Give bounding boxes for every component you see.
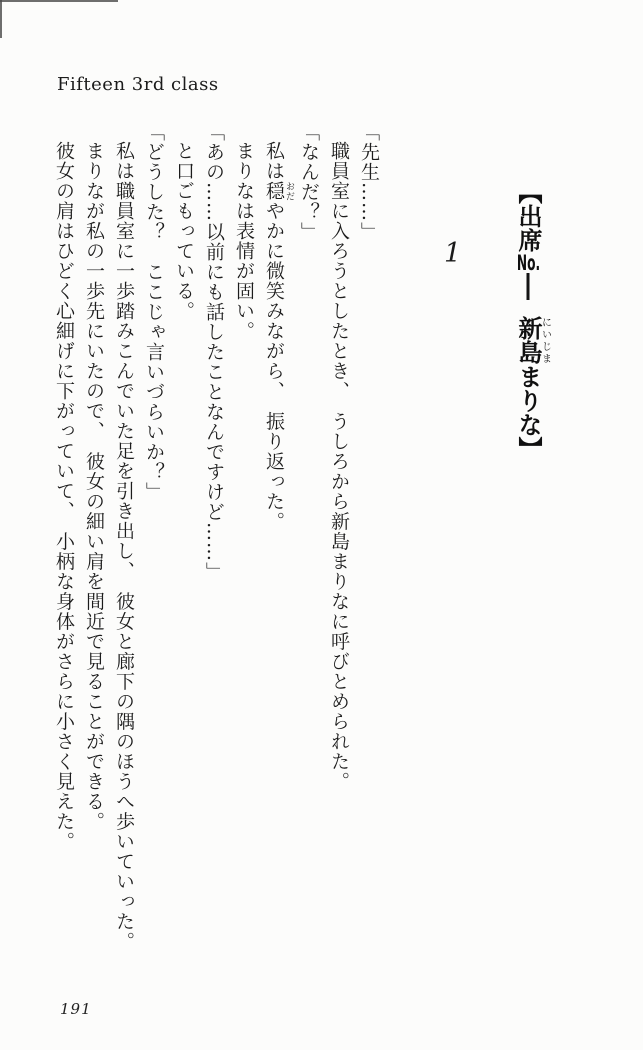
title-surname-furigana: にいじま [539, 316, 551, 365]
paragraph: 彼女の肩はひどく心細げに下がっていて、 小柄な身体がさらに小さく見えた。 [53, 141, 75, 852]
ruby-furigana: おだ [284, 181, 294, 201]
paragraph [259, 122, 294, 990]
paragraph: 「どうした？ ここじゃ言いづらいか？」 [143, 122, 165, 502]
scan-artifact [0, 0, 2, 38]
paragraph: 「先生……」 [358, 122, 380, 242]
scan-artifact [0, 0, 118, 2]
title-prefix: 出席 [514, 204, 542, 252]
paragraph-text: やかに微笑みながら、 振り返った。 [263, 201, 285, 532]
title-number [516, 273, 540, 300]
paragraph: 「なんだ？」 [298, 122, 320, 242]
body-text [52, 122, 384, 990]
paragraph: 職員室に入ろうとしたとき、 うしろから新島まりなに呼びとめられた。 [328, 141, 350, 792]
paragraph-text: 私は [263, 141, 285, 181]
ruby-base: 穏 [263, 181, 285, 201]
paragraph: まりなが私の一歩先にいたので、 彼女の細い肩を間近で見ることができる。 [83, 141, 105, 832]
section-number: 1 [444, 238, 462, 269]
ruby-odayaka [263, 181, 294, 201]
paragraph: 「あの……以前にも話したことなんですけど……」 [203, 122, 225, 582]
title-close-bracket: 】 [514, 436, 542, 461]
title-open-bracket: 【 [514, 180, 542, 204]
chapter-title [511, 180, 550, 460]
paragraph: 私は職員室に一歩踏みこんでいた足を引き出し、 彼女と廊下の隅のほうへ歩いていった。 [113, 141, 135, 952]
title-surname: 新島 [514, 316, 542, 365]
running-header: Fifteen 3rd class [57, 74, 219, 95]
paragraph: まりなは表情が固い。 [233, 141, 255, 341]
title-surname-ruby [514, 316, 551, 365]
page-number: 191 [60, 1000, 92, 1018]
title-given-name: まりな [514, 364, 542, 437]
title-no-label: No. [516, 252, 541, 274]
paragraph: と口ごもっている。 [173, 141, 195, 321]
